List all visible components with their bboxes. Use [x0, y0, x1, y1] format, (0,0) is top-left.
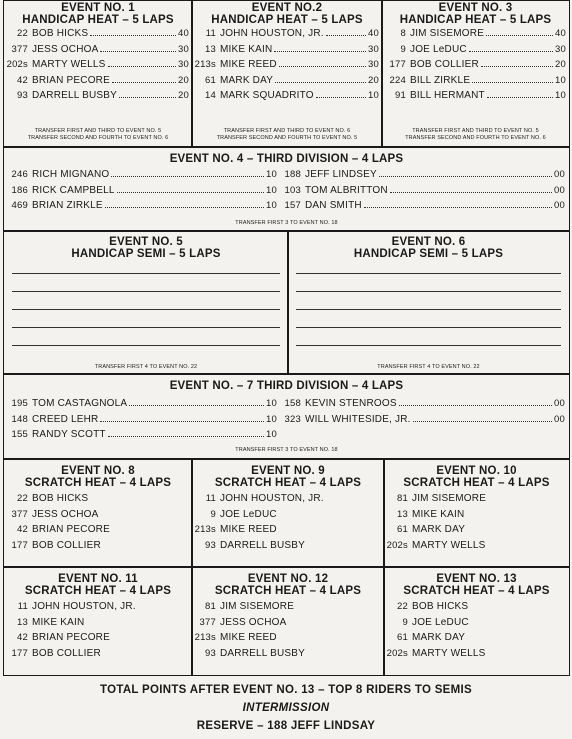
entry-line: [12, 327, 280, 328]
event-subtitle: SCRATCH HEAT – 4 LAPS: [403, 477, 550, 489]
event-title: EVENT NO. 1: [61, 2, 135, 14]
rider-row: [4, 524, 192, 540]
transfer-note: TRANSFER FIRST 4 TO EVENT NO. 22: [377, 364, 480, 370]
event-subtitle: HANDICAP HEAT – 5 LAPS: [211, 14, 363, 26]
event-2-box: [191, 0, 383, 148]
event-title: EVENT NO. 6: [391, 236, 466, 248]
rider-points: 00: [554, 413, 565, 425]
rider-list: [4, 28, 192, 106]
rider-row: [192, 524, 384, 540]
entry-line: [296, 291, 561, 292]
event-subtitle: SCRATCH HEAT – 4 LAPS: [214, 585, 362, 597]
rider-row: [382, 44, 569, 60]
event-subtitle: HANDICAP HEAT – 5 LAPS: [399, 14, 552, 26]
rider-list-right: [277, 398, 568, 429]
rider-points: 00: [554, 200, 565, 211]
rider-name: JOHN HOUSTON, JR.: [32, 601, 136, 612]
transfer-note: TRANSFER FIRST 3 TO EVENT NO. 18: [235, 447, 338, 453]
rider-row: [382, 59, 569, 75]
event-8-box: [3, 458, 193, 568]
rider-name: BRIAN PECORE: [32, 74, 110, 86]
event-title: EVENT NO. 11: [58, 573, 138, 585]
rider-name: JOE LeDUC: [412, 616, 469, 628]
entry-line: [12, 309, 280, 310]
rider-name: CREED LEHR: [32, 413, 99, 425]
rider-name: DARRELL BUSBY: [32, 90, 118, 101]
rider-name: KEVIN STENROOS: [305, 398, 397, 409]
rider-number: 13: [397, 508, 408, 520]
rider-row: [384, 540, 569, 556]
rider-number: 11: [205, 493, 216, 504]
event-title: EVENT NO. 12: [247, 573, 329, 585]
rider-number: 213s: [194, 524, 216, 535]
rider-number: 93: [17, 90, 28, 101]
rider-points: 30: [178, 43, 189, 55]
rider-number: 42: [17, 632, 28, 643]
rider-row: [192, 648, 384, 664]
rider-points: 40: [555, 28, 566, 39]
rider-list-left: [4, 169, 280, 216]
rider-row: [4, 185, 280, 201]
rider-points: 30: [178, 59, 189, 70]
rider-number: 469: [11, 200, 28, 211]
rider-number: 81: [397, 493, 408, 504]
rider-name: JEFF LINDSEY: [305, 169, 377, 180]
event-title: EVENT NO. 9: [251, 465, 325, 477]
rider-points: 30: [555, 43, 566, 55]
rider-name: TOM ALBRITTON: [305, 184, 388, 196]
rider-name: MIKE KAIN: [220, 43, 273, 55]
rider-list: [192, 493, 384, 555]
entry-line: [12, 291, 280, 292]
rider-row: [192, 59, 382, 75]
rider-number: 9: [402, 616, 408, 628]
rider-name: BOB HICKS: [412, 601, 469, 612]
rider-points: 10: [266, 200, 277, 211]
rider-row: [192, 601, 384, 617]
rider-points: 10: [266, 413, 277, 425]
rider-number: 9: [210, 508, 216, 520]
rider-name: BOB COLLIER: [410, 59, 479, 70]
rider-number: 22: [17, 28, 28, 39]
rider-number: 42: [17, 74, 28, 86]
rider-number: 202s: [386, 647, 408, 659]
transfer-note: TRANSFER FIRST 3 TO EVENT NO. 18: [235, 220, 338, 226]
rider-points: 40: [178, 28, 189, 39]
event-10-box: [383, 458, 570, 568]
rider-row: [384, 493, 569, 509]
rider-name: BOB HICKS: [32, 493, 89, 504]
rider-number: 202s: [386, 539, 408, 551]
event-title: EVENT NO. 8: [61, 465, 135, 477]
rider-name: MARK DAY: [412, 632, 466, 643]
rider-name: DARRELL BUSBY: [220, 647, 306, 659]
rider-list: [384, 493, 569, 555]
rider-row: [4, 617, 192, 633]
entry-line: [296, 327, 561, 328]
rider-number: 91: [395, 90, 406, 101]
rider-row: [192, 617, 384, 633]
rider-points: 20: [178, 74, 189, 86]
rider-row: [4, 429, 280, 445]
rider-number: 93: [205, 647, 216, 659]
event-title: EVENT NO. 13: [436, 573, 517, 585]
rider-list: [382, 28, 569, 106]
rider-name: BRIAN ZIRKLE: [32, 200, 103, 211]
rider-number: 22: [397, 601, 408, 612]
rider-points: 10: [368, 90, 379, 101]
rider-row: [4, 414, 280, 430]
rider-points: 20: [368, 74, 379, 86]
entry-line: [12, 273, 280, 274]
event-11-box: [3, 566, 193, 676]
rider-number: 61: [397, 632, 408, 643]
rider-name: DAN SMITH: [305, 200, 362, 211]
rider-name: JESS OCHOA: [32, 508, 99, 520]
event-title: EVENT NO. – 7 THIRD DIVISION – 4 LAPS: [169, 380, 404, 392]
rider-points: 10: [555, 90, 566, 101]
event-5-box: [3, 230, 289, 375]
rider-name: BILL ZIRKLE: [410, 74, 471, 86]
rider-points: 40: [368, 28, 379, 39]
rider-name: TOM CASTAGNOLA: [32, 398, 128, 409]
rider-number: 377: [11, 508, 28, 520]
event-title: EVENT NO. 5: [109, 236, 183, 248]
rider-points: 20: [555, 59, 566, 70]
rider-name: RANDY SCOTT: [32, 429, 106, 440]
rider-row: [4, 75, 192, 91]
rider-number: 81: [205, 601, 216, 612]
rider-number: 9: [400, 43, 406, 55]
rider-row: [384, 524, 569, 540]
rider-row: [4, 398, 280, 414]
rider-row: [382, 75, 569, 91]
intermission-label: INTERMISSION: [242, 702, 330, 714]
rider-name: JESS OCHOA: [32, 43, 99, 55]
rider-row: [384, 632, 569, 648]
rider-number: 155: [11, 429, 28, 440]
rider-row: [4, 648, 192, 664]
rider-row: [384, 601, 569, 617]
event-subtitle: HANDICAP SEMI – 5 LAPS: [71, 248, 221, 260]
rider-row: [192, 540, 384, 556]
rider-name: MARK DAY: [412, 524, 466, 535]
rider-name: MARK SQUADRITO: [220, 90, 314, 101]
rider-number: 22: [17, 493, 28, 504]
event-subtitle: HANDICAP SEMI – 5 LAPS: [353, 248, 504, 260]
event-subtitle: SCRATCH HEAT – 4 LAPS: [24, 477, 172, 489]
rider-number: 224: [389, 74, 406, 86]
rider-name: JIM SISEMORE: [410, 28, 485, 39]
event-1-box: [3, 0, 193, 148]
event-title: EVENT NO. 3: [438, 2, 513, 14]
rider-name: BRIAN PECORE: [32, 524, 110, 535]
rider-name: MIKE REED: [220, 524, 277, 535]
total-points-note: TOTAL POINTS AFTER EVENT NO. 13 – TOP 8 RIDERS TO SEMIS: [99, 684, 472, 696]
rider-points: 30: [368, 59, 379, 70]
rider-row: [384, 648, 569, 664]
rider-row: [192, 28, 382, 44]
rider-number: 377: [199, 616, 216, 628]
rider-number: 13: [205, 43, 216, 55]
rider-name: JOE LeDUC: [220, 508, 277, 520]
rider-number: 11: [205, 28, 216, 39]
rider-row: [4, 169, 280, 185]
rider-name: MIKE KAIN: [32, 616, 85, 628]
event-9-box: [191, 458, 385, 568]
rider-number: 157: [284, 200, 301, 211]
rider-name: MARTY WELLS: [412, 647, 486, 659]
rider-name: MIKE REED: [220, 59, 277, 70]
event-6-box: [287, 230, 570, 375]
rider-row: [277, 414, 568, 430]
rider-name: MIKE KAIN: [412, 508, 465, 520]
rider-row: [192, 44, 382, 60]
rider-name: BRIAN PECORE: [32, 632, 110, 643]
transfer-note: TRANSFER FIRST AND THIRD TO EVENT NO. 5 TRANSFER SECOND AND FOURTH TO EVENT NO. 6: [27, 128, 169, 141]
rider-points: 00: [554, 398, 565, 409]
rider-row: [192, 90, 382, 106]
rider-name: MIKE REED: [220, 632, 277, 643]
rider-number: 13: [17, 616, 28, 628]
rider-list: [4, 493, 192, 555]
rider-points: 10: [266, 169, 277, 180]
rider-row: [384, 617, 569, 633]
rider-name: BOB COLLIER: [32, 539, 101, 551]
rider-list: [192, 28, 382, 106]
rider-points: 10: [266, 429, 277, 440]
entry-line: [296, 309, 561, 310]
rider-points: 20: [178, 90, 189, 101]
rider-number: 246: [11, 169, 28, 180]
rider-list: [384, 601, 569, 663]
rider-row: [4, 632, 192, 648]
transfer-note: TRANSFER FIRST 4 TO EVENT NO. 22: [94, 364, 198, 370]
rider-number: 213s: [194, 59, 216, 70]
rider-name: JIM SISEMORE: [412, 493, 487, 504]
rider-name: BOB HICKS: [32, 28, 89, 39]
rider-row: [4, 200, 280, 216]
rider-name: RICH MIGNANO: [32, 169, 110, 180]
event-subtitle: SCRATCH HEAT – 4 LAPS: [24, 585, 172, 597]
rider-row: [382, 28, 569, 44]
rider-row: [277, 200, 568, 216]
rider-number: 148: [11, 413, 28, 425]
rider-number: 195: [11, 398, 28, 409]
rider-row: [4, 540, 192, 556]
event-12-box: [191, 566, 385, 676]
rider-name: JESS OCHOA: [220, 616, 287, 628]
rider-name: JOHN HOUSTON, JR.: [220, 28, 324, 39]
event-title: EVENT NO.2: [251, 2, 323, 14]
rider-name: JOE LeDUC: [410, 43, 467, 55]
entry-line: [12, 345, 280, 346]
rider-number: 158: [284, 398, 301, 409]
rider-number: 93: [205, 539, 216, 551]
rider-number: 213s: [194, 632, 216, 643]
rider-number: 177: [11, 647, 28, 659]
rider-points: 00: [554, 184, 565, 196]
event-subtitle: HANDICAP HEAT – 5 LAPS: [22, 14, 174, 26]
rider-number: 377: [11, 43, 28, 55]
event-title: EVENT NO. 4 – THIRD DIVISION – 4 LAPS: [169, 153, 404, 165]
rider-row: [4, 28, 192, 44]
event-subtitle: SCRATCH HEAT – 4 LAPS: [214, 477, 362, 489]
rider-row: [192, 75, 382, 91]
rider-row: [192, 509, 384, 525]
transfer-note: TRANSFER FIRST AND THIRD TO EVENT NO. 6 TRANSFER SECOND AND FOURTH TO EVENT NO. 5: [216, 128, 358, 141]
rider-row: [4, 601, 192, 617]
transfer-note: TRANSFER FIRST AND THIRD TO EVENT NO. 5 TRANSFER SECOND AND FOURTH TO EVENT NO. 6: [405, 128, 546, 141]
rider-name: MARTY WELLS: [32, 59, 106, 70]
rider-list: [192, 601, 384, 663]
rider-number: 202s: [6, 59, 28, 70]
rider-row: [277, 169, 568, 185]
rider-points: 10: [555, 74, 566, 86]
rider-row: [382, 90, 569, 106]
rider-name: DARRELL BUSBY: [220, 539, 306, 551]
rider-row: [4, 90, 192, 106]
event-7-box: [3, 373, 570, 460]
reserve-rider: RESERVE – 188 JEFF LINDSAY: [196, 720, 376, 732]
rider-points: 30: [368, 43, 379, 55]
rider-name: JIM SISEMORE: [220, 601, 295, 612]
rider-row: [277, 185, 568, 201]
rider-number: 11: [17, 601, 28, 612]
rider-number: 61: [397, 524, 408, 535]
rider-number: 177: [11, 539, 28, 551]
rider-row: [277, 398, 568, 414]
rider-points: 00: [554, 169, 565, 180]
rider-points: 10: [266, 184, 277, 196]
rider-row: [384, 509, 569, 525]
entry-line: [296, 273, 561, 274]
rider-row: [192, 632, 384, 648]
rider-name: BOB COLLIER: [32, 647, 101, 659]
event-3-box: [381, 0, 570, 148]
event-13-box: [383, 566, 570, 676]
rider-number: 188: [284, 169, 301, 180]
rider-row: [4, 59, 192, 75]
rider-row: [4, 44, 192, 60]
rider-number: 103: [284, 184, 301, 196]
rider-name: RICK CAMPBELL: [32, 184, 115, 196]
rider-number: 61: [205, 74, 216, 86]
entry-line: [296, 345, 561, 346]
rider-row: [192, 493, 384, 509]
rider-number: 42: [17, 524, 28, 535]
rider-name: BILL HERMANT: [410, 90, 485, 101]
rider-number: 14: [205, 90, 216, 101]
rider-name: MARTY WELLS: [412, 539, 486, 551]
event-subtitle: SCRATCH HEAT – 4 LAPS: [403, 585, 550, 597]
rider-points: 10: [266, 398, 277, 409]
rider-row: [4, 493, 192, 509]
rider-name: MARK DAY: [220, 74, 274, 86]
rider-number: 177: [389, 59, 406, 70]
event-4-box: [3, 146, 570, 232]
rider-name: WILL WHITESIDE, JR.: [305, 413, 411, 425]
rider-list-left: [4, 398, 280, 445]
rider-row: [4, 509, 192, 525]
rider-number: 8: [400, 28, 406, 39]
rider-list: [4, 601, 192, 663]
rider-number: 186: [11, 184, 28, 196]
rider-number: 323: [284, 413, 301, 425]
rider-list-right: [277, 169, 568, 216]
rider-name: JOHN HOUSTON, JR.: [220, 493, 324, 504]
event-title: EVENT NO. 10: [436, 465, 517, 477]
